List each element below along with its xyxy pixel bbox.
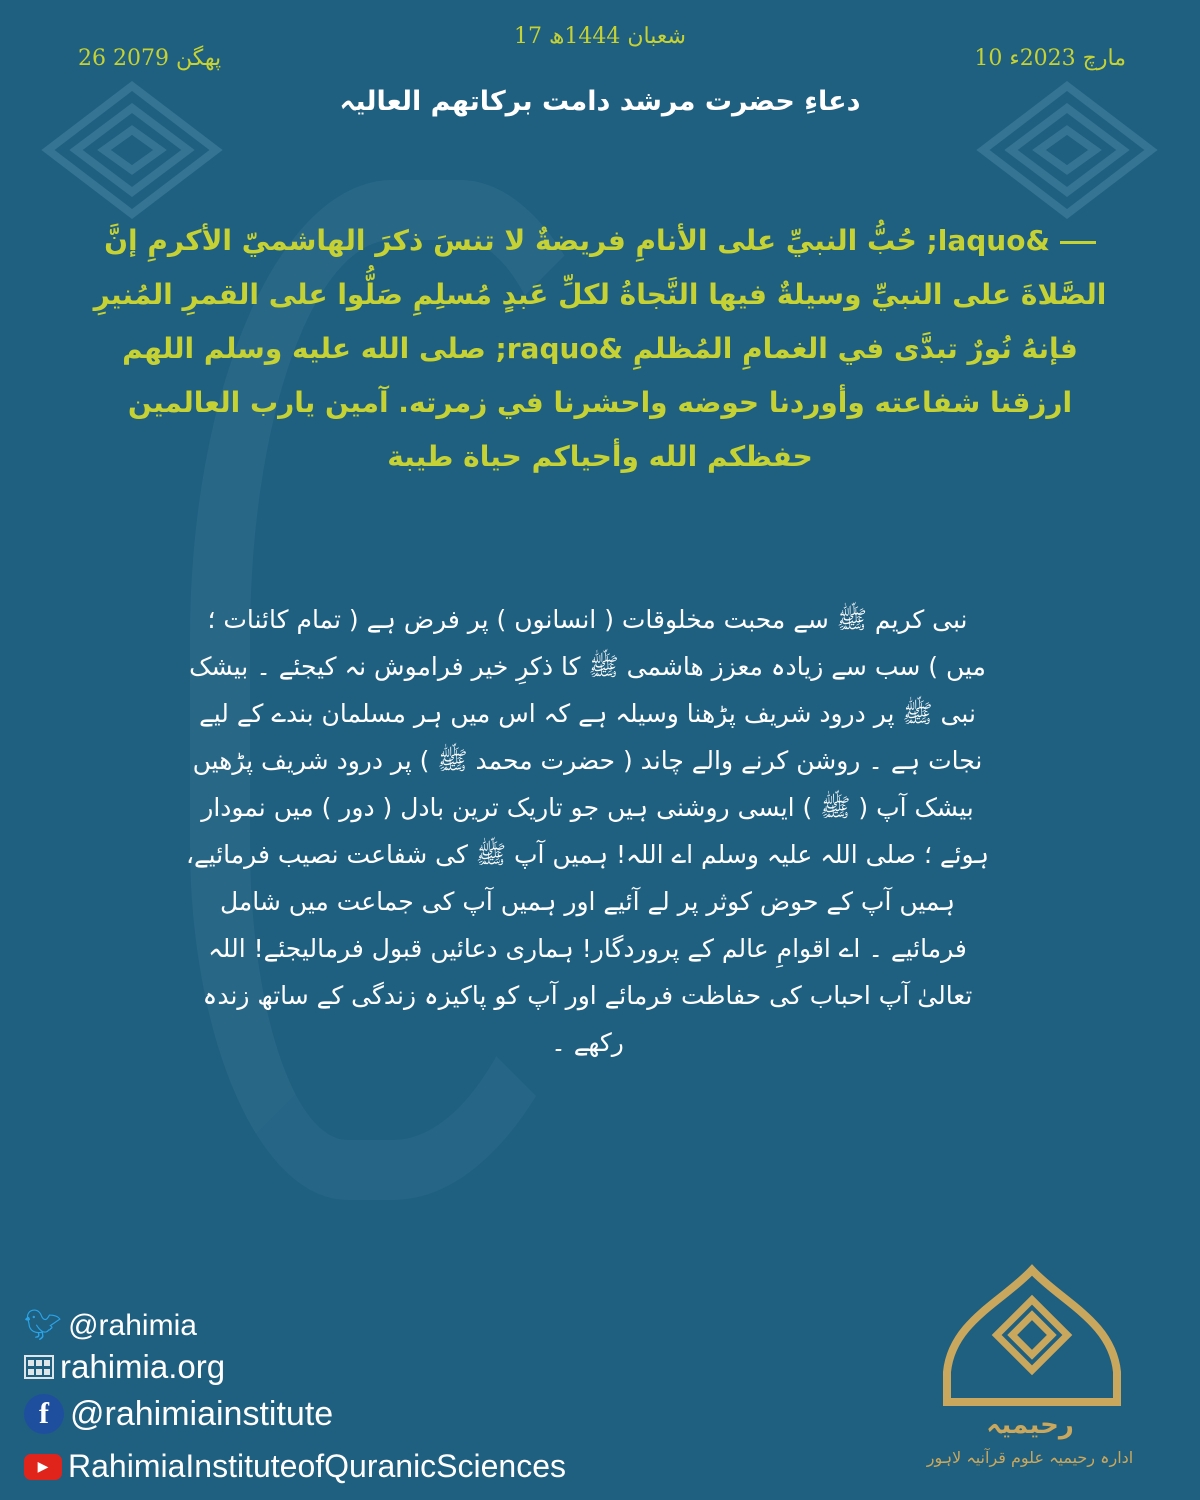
- knot-ornament-icon: [997, 1300, 1068, 1371]
- social-twitter-link[interactable]: [24, 1308, 197, 1343]
- date-hijri: 17 شعبان 1444ھ: [514, 24, 686, 49]
- website-icon: [24, 1355, 54, 1379]
- social-website-link[interactable]: [24, 1348, 225, 1386]
- arabic-verse-text: &laquo; حُبُّ النبيِّ على الأنامِ فريضةٌ لا تنسَ ذكرَ الهاشميّ الأكرمِ إنَّ الصَّلاةَ على النبيِّ وسيلةٌ فيها النَّجاةُ لكلِّ عَبدٍ مُسلِمِ صَلُّوا على القمرِ المُنيرِ فإنهُ نُورٌ تبدَّى في الغمامِ المُظلمِ &raquo; صلى الله عليه وسلم اللهم ارزقنا شفاعته وأوردنا حوضه واحشرنا في زمرته. آمين يارب العالمين حفظكم الله وأحياكم حياة طيبة: [93, 224, 1107, 473]
- date-gregorian: 10 مارچ 2023ء: [974, 46, 1126, 71]
- youtube-icon: ▶: [24, 1454, 62, 1480]
- logo-wordmark: رحیمیہ: [986, 1410, 1074, 1440]
- arabic-verse: [90, 214, 1110, 484]
- date-bikrami: 26 پھگن 2079: [78, 46, 222, 71]
- dash-divider: [1060, 241, 1096, 244]
- facebook-handle: @rahimiainstitute: [70, 1394, 334, 1433]
- logo-subtitle: ادارہ رحیمیہ علوم قرآنیہ لاہور: [926, 1448, 1134, 1467]
- social-youtube-link[interactable]: [24, 1448, 566, 1485]
- website-url: rahimia.org: [60, 1348, 226, 1385]
- youtube-channel: RahimiaInstituteofQuranicSciences: [68, 1448, 567, 1484]
- urdu-translation: نبی کریم ﷺ سے محبت مخلوقات ( انسانوں ) پر فرض ہے ( تمام کائنات ؛ میں ) سب سے زیادہ معزز ھاشمی ﷺ کا ذکرِ خیر فراموش نہ کیجئے ۔ بیشک نبی ﷺ پر درود شریف پڑھنا وسیلہ ہے کہ اس میں ہر مسلمان بندے کے لیے نجات ہے ۔ روشن کرنے والے چاند ( حضرت محمد ﷺ ) پر درود شریف پڑھیں بیشک آپ ( ﷺ ) ایسی روشنی ہیں جو تاریک ترین بادل ( دور ) میں نمودار ہوئے ؛ صلی اللہ علیہ وسلم اے اللہ! ہمیں آپ ﷺ کی شفاعت نصیب فرمائیے، ہمیں آپ کے حوض کوثر پر لے آئیے اور ہمیں آپ کی جماعت میں شامل فرمائیے ۔ اے اقوامِ عالم کے پروردگار! ہماری دعائیں قبول فرمالیجئے! اللہ تعالیٰ آپ احباب کی حفاظت فرمائے اور آپ کو پاکیزہ زندگی کے ساتھ زندہ رکھے ۔: [185, 605, 990, 1057]
- twitter-handle: @rahimia: [68, 1308, 197, 1342]
- page-title: دعاءِ حضرت مرشد دامت برکاتھم العالیہ: [339, 86, 861, 117]
- twitter-icon: 🐦︎: [24, 1309, 63, 1342]
- social-facebook-link[interactable]: [24, 1394, 333, 1434]
- facebook-icon: f: [24, 1394, 64, 1434]
